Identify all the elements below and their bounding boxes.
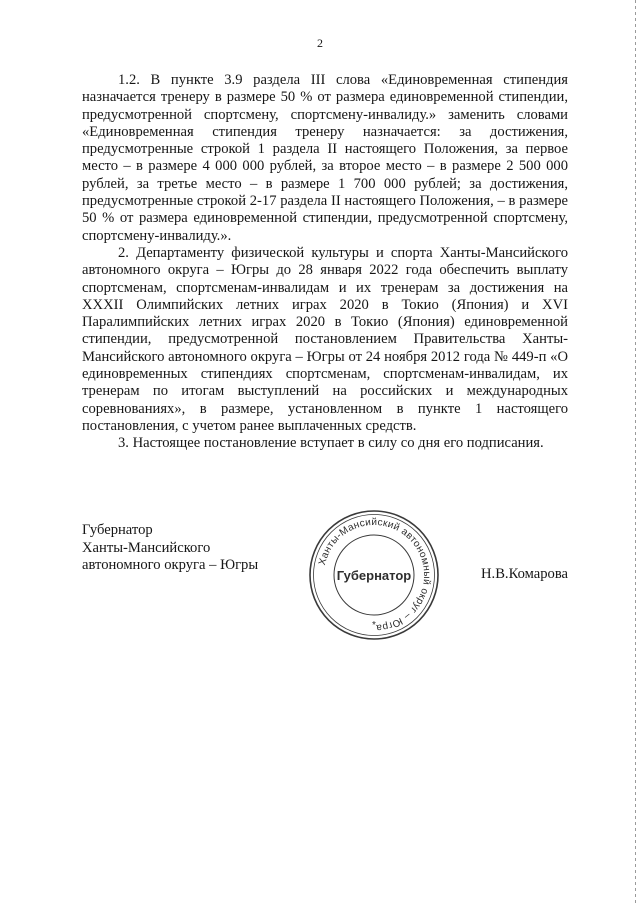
paragraph-3: 3. Настоящее постановление вступает в силу со дня его подписания. (118, 435, 544, 452)
signatory-position (82, 522, 258, 575)
signatory-position-line: автономного округа – Югры (82, 557, 259, 573)
signatory-position-line: Ханты-Мансийского (82, 539, 211, 556)
signatory-name: Н.В.Комарова (481, 566, 568, 582)
seal-ring-text: Ханты-Мансийский автономный округ – Югра (317, 516, 433, 634)
signatory-position-line: Губернатор (82, 522, 153, 538)
paragraph-1-2: 1.2. В пункте 3.9 раздела III слова «Единовременная стипендия назначается тренеру в размере 50 % от размера единовременной стипендии, предусмотренной спортсмену, спортсмену-инвалиду.» заменить словами «Единовременная стипендия тренеру назначается: за достижения, предусмотренные строкой 1 раздела II настоящего Положения, за первое место – в размере 4 000 000 рублей, за второе место – в размере 2 500 000 рублей, за третье место – в размере 1 700 000 рублей; за достижения, предусмотренные строкой 2-17 раздела II настоящего Положения, – в размере 50 % от размера единовременной стипендии, предусмотренной спортсмену, спортсмену-инвалиду.». (82, 72, 568, 244)
scan-edge-line (635, 0, 636, 905)
document-body (82, 72, 568, 453)
official-seal-icon (304, 505, 444, 645)
seal-center-text: Губернатор (336, 568, 412, 583)
page-number: 2 (317, 36, 323, 50)
seal-star: * (372, 620, 376, 631)
paragraph-2: 2. Департаменту физической культуры и спорта Ханты-Мансийского автономного округа – Югры до 28 января 2022 года обеспечить выплату спортсменам, спортсменам-инвалидам и их тренерам за достижения на XXXII Олимпийских летних играх 2020 в Токио (Япония) и XVI Паралимпийских летних играх 2020 в Токио (Япония) единовременной стипендии, предусмотренной постановлением Правительства Ханты-Мансийского автономного округа – Югры от 24 ноября 2012 года № 449-п «О единовременных стипендиях спортсменам, спортсменам-инвалидам, их тренерам по итогам выступлений на российских и международных соревнованиях», в размере, установленном в пункте 1 настоящего постановления, с учетом ранее выплаченных средств. (82, 244, 568, 434)
